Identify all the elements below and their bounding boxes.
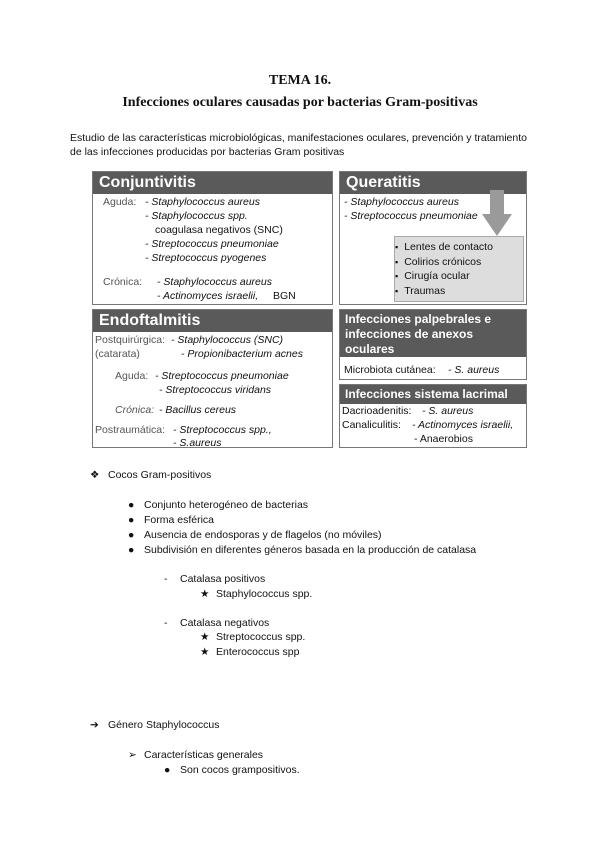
genero-heading: Género Staphylococcus — [108, 719, 220, 731]
risk-item: ▪ Colirios crónicos — [395, 255, 523, 270]
conj-aguda-3: coagulasa negativos (SNC) — [155, 224, 283, 236]
aguda-label: Aguda: — [103, 196, 137, 208]
palpebrales-header: Infecciones palpebrales e infecciones de anexos oculares — [340, 310, 526, 357]
microbiota-value: - S. aureus — [448, 364, 500, 376]
conjuntivitis-box — [92, 171, 333, 305]
risk-item: ▪ Traumas — [395, 284, 523, 299]
arrow-down-icon — [482, 190, 512, 236]
cocos-heading: Cocos Gram-positivos — [108, 469, 212, 481]
conjuntivitis-header: Conjuntivitis — [93, 172, 332, 194]
querat-2: - Streptococcus pneumoniae — [344, 210, 478, 222]
catarata-label: (catarata) — [95, 348, 140, 360]
page-title: TEMA 16. — [268, 73, 332, 88]
risk-factors-box — [394, 236, 524, 302]
postraumatica-label: Postraumática: — [95, 424, 166, 436]
bullet-icon: ● — [128, 499, 135, 511]
dacrio-label: Dacrioadenitis: — [342, 405, 412, 417]
star-icon: ★ — [200, 631, 210, 643]
endo-aguda-label: Aguda: — [115, 370, 149, 382]
conj-cronica-3: BGN — [273, 290, 296, 302]
bullet-icon: ● — [164, 764, 171, 776]
palpebrales-box — [339, 309, 527, 380]
conj-cronica-2: - Actinomyces israelii, — [157, 290, 259, 302]
conj-aguda-4: - Streptococcus pneumoniae — [145, 238, 279, 250]
catalasa-negativos: Catalasa negativos — [180, 617, 270, 629]
conj-cronica-1: - Staphylococcus aureus — [157, 276, 272, 288]
microbiota-label: Microbiota cutánea: — [344, 364, 436, 376]
risk-item: ▪ Cirugía ocular — [395, 269, 523, 284]
endo-post-1: - Staphylococcus (SNC) — [171, 334, 284, 346]
endo-cronica-label: Crónica: — [115, 404, 155, 416]
bullet-icon: ● — [128, 544, 135, 556]
conj-aguda-5: - Streptococcus pyogenes — [145, 252, 267, 264]
endo-trauma-2: - S.aureus — [173, 437, 222, 449]
cocos-bullet: Ausencia de endosporas y de flagelos (no móviles) — [144, 529, 382, 541]
genero-sub: Características generales — [144, 749, 264, 761]
cocos-bullet: Conjunto heterogéneo de bacterias — [144, 499, 309, 511]
endo-trauma-1: - Streptococcus spp., — [173, 424, 272, 436]
querat-1: - Staphylococcus aureus — [344, 196, 459, 208]
dacrio-value: - S. aureus — [422, 405, 474, 417]
genero-bullet: Son cocos grampositivos. — [180, 764, 300, 776]
postquirurgica-label: Postquirúrgica: — [95, 334, 166, 346]
anaerobios: - Anaerobios — [414, 433, 473, 445]
arrow-right-icon: ➔ — [90, 719, 99, 731]
negativo-item: Enterococcus spp — [216, 646, 300, 658]
bullet-icon: ● — [128, 514, 135, 526]
endo-post-2: - Propionibacterium acnes — [181, 348, 303, 360]
cronica-label: Crónica: — [103, 276, 143, 288]
negativo-item: Streptococcus spp. — [216, 631, 306, 643]
risk-item: ▪ Lentes de contacto — [395, 240, 523, 255]
conj-aguda-2: - Staphylococcus spp. — [145, 210, 248, 222]
star-icon: ★ — [200, 588, 210, 600]
endoftalmitis-header: Endoftalmitis — [93, 310, 332, 332]
endoftalmitis-box — [92, 309, 333, 448]
page-subtitle: Infecciones oculares causadas por bacterias Gram-positivas — [122, 95, 478, 110]
dash-bullet-icon: - — [164, 617, 168, 629]
endo-aguda-1: - Streptococcus pneumoniae — [155, 370, 289, 382]
lacrimal-box — [339, 384, 527, 448]
canal-label: Canaliculitis: — [342, 419, 401, 431]
lacrimal-header: Infecciones sistema lacrimal — [340, 385, 526, 404]
conj-aguda-1: - Staphylococcus aureus — [145, 196, 260, 208]
intro-text: Estudio de las características microbiológicas, manifestaciones oculares, prevención y tratamiento de las infecciones producidas por bacterias Gram positivas — [70, 132, 527, 158]
dash-bullet-icon: - — [164, 573, 168, 585]
endo-cronica-value: - Bacillus cereus — [159, 404, 237, 416]
cocos-bullet: Subdivisión en diferentes géneros basada en la producción de catalasa — [144, 544, 477, 556]
positivo-item: Staphylococcus spp. — [216, 588, 313, 600]
catalasa-positivos: Catalasa positivos — [180, 573, 266, 585]
diamond-bullet-icon: ❖ — [90, 469, 100, 481]
queratitis-header: Queratitis — [340, 172, 526, 194]
star-icon: ★ — [200, 646, 210, 658]
queratitis-box — [339, 171, 527, 305]
bullet-icon: ● — [128, 529, 135, 541]
arrowhead-bullet-icon: ➢ — [128, 749, 137, 761]
cocos-bullet: Forma esférica — [144, 514, 215, 526]
canal-value: - Actinomyces israelii, — [412, 419, 514, 431]
endo-aguda-2: - Streptococcus viridans — [159, 384, 272, 396]
